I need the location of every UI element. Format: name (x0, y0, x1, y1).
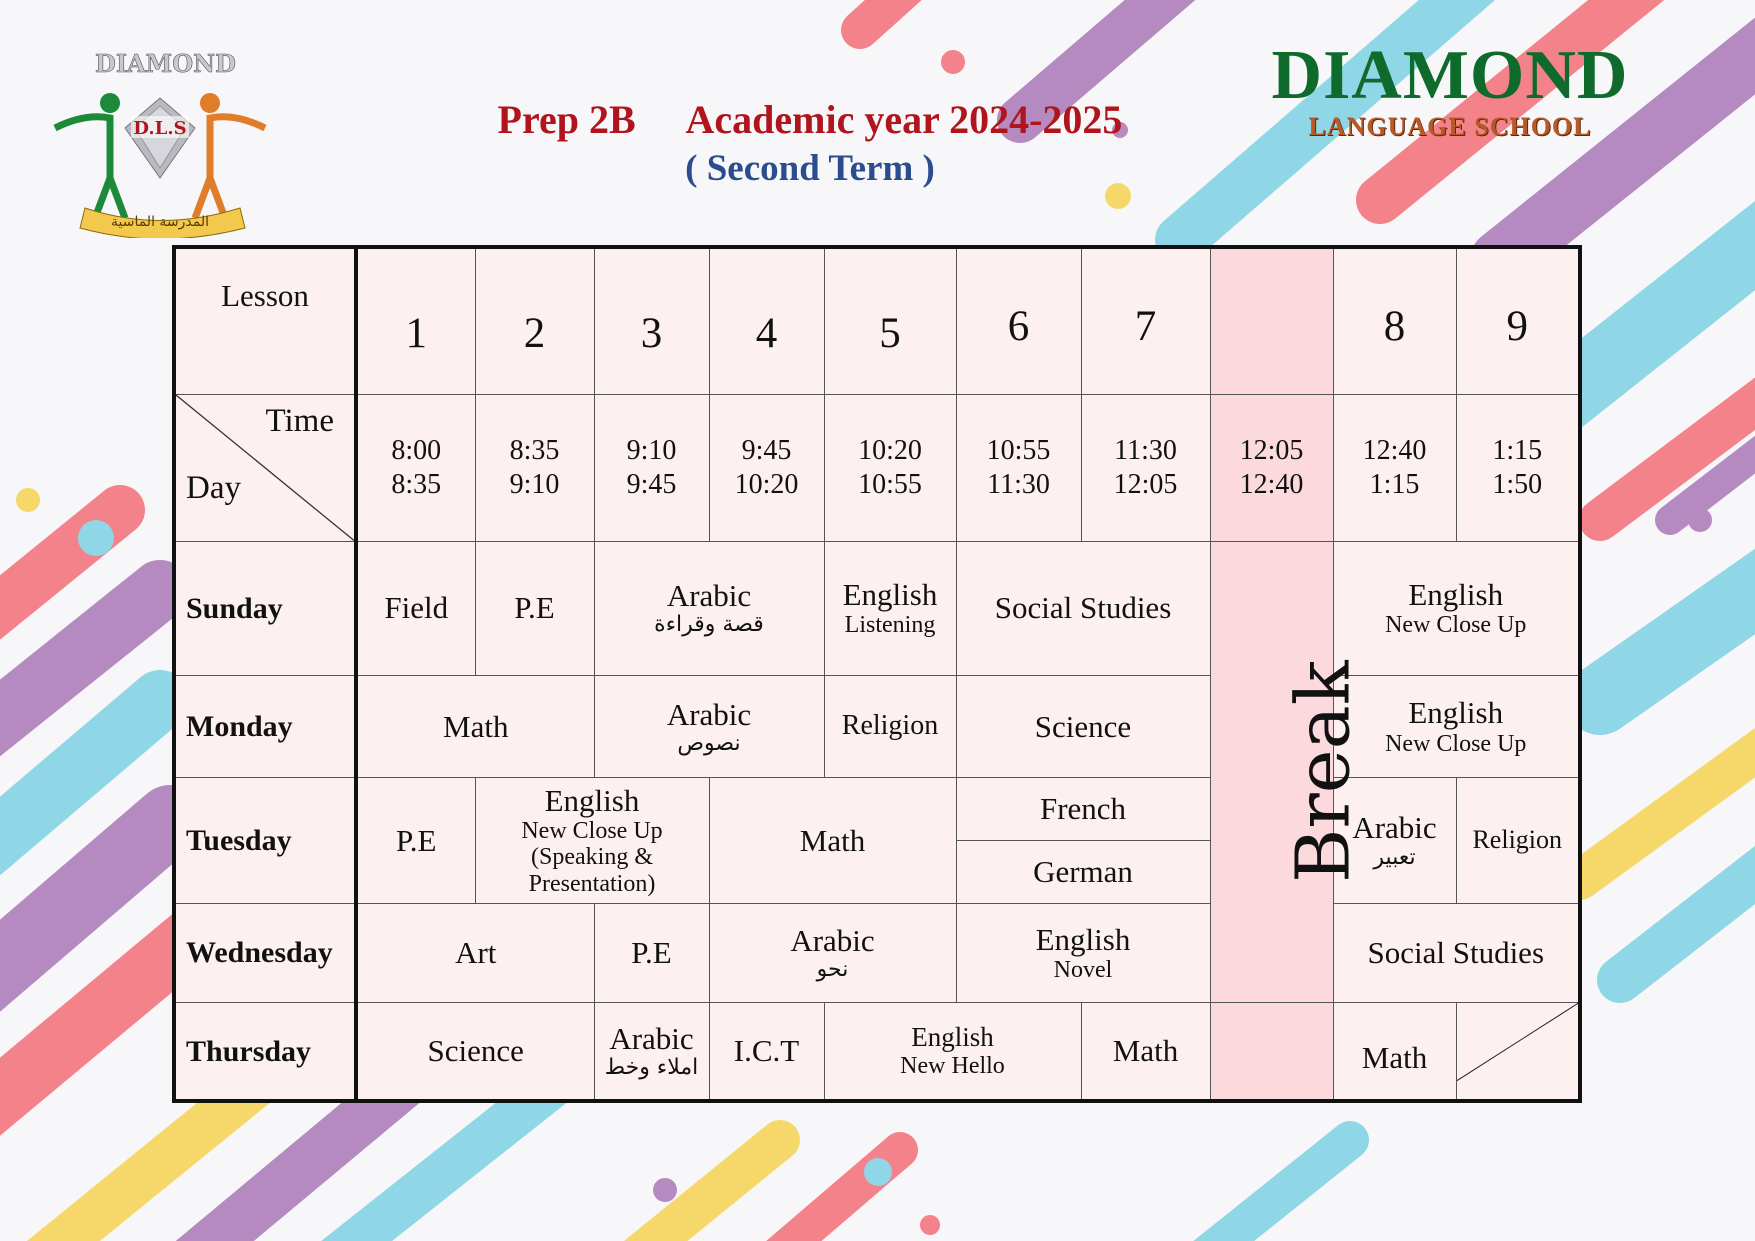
subject-name: English (544, 782, 640, 818)
subject-cell (594, 1003, 709, 1101)
time-slot (594, 395, 709, 542)
time-start: 11:30 (1114, 435, 1177, 467)
day-row-wednesday (174, 903, 1580, 1002)
time-start: 12:05 (1239, 435, 1304, 467)
subject-cell (594, 541, 824, 675)
subject-cell (1333, 675, 1580, 777)
logo-initials: D.L.S (133, 118, 187, 139)
break-column (1210, 541, 1367, 1003)
time-start: 12:40 (1362, 435, 1427, 467)
day-name: Thursday (174, 1003, 356, 1101)
page-header (430, 96, 1190, 190)
subject-cell: Math (1081, 1003, 1210, 1101)
time-slot (1456, 395, 1580, 542)
title-line (430, 96, 1190, 143)
subject-cell: P.E (356, 778, 475, 903)
empty-slot-diagonal (1457, 1003, 1579, 1099)
subject-cell: Religion (1456, 778, 1580, 903)
subject-cell: Social Studies (956, 541, 1210, 675)
subject-name: English (1408, 695, 1504, 731)
subject-arabic: نصوص (677, 730, 741, 756)
class-name: Prep 2B (497, 97, 636, 142)
time-end: 1:50 (1492, 468, 1543, 500)
time-end: 11:30 (987, 468, 1050, 500)
brand-logo (1245, 37, 1655, 142)
subject-detail: Listening (844, 612, 936, 639)
term-label: ( Second Term ) (685, 148, 935, 189)
time-end: 9:45 (626, 468, 677, 500)
time-start: 10:20 (858, 435, 922, 467)
subject-detail: New Close Up (1385, 730, 1527, 757)
subject-cell: I.C.T (709, 1003, 824, 1101)
subject-name: English (911, 1022, 994, 1053)
subject-name: Arabic (1352, 810, 1437, 846)
time-row (174, 395, 1580, 542)
subject-cell: Science (356, 1003, 594, 1101)
time-end: 1:15 (1369, 468, 1420, 500)
logo-graphic (25, 28, 295, 238)
subject-detail: New Close Up (1385, 612, 1527, 639)
subject-cell: Art (356, 903, 594, 1002)
subject-cell (709, 903, 956, 1002)
subject-cell (475, 778, 709, 903)
subject-arabic: املاء وخط (604, 1055, 699, 1080)
break-time-slot (1210, 395, 1333, 542)
lesson-number: 6 (956, 247, 1081, 395)
lesson-number: 2 (475, 247, 594, 395)
subject-name: Arabic (790, 922, 875, 958)
break-bottom-cell (1210, 1003, 1333, 1101)
subject-name: Arabic (666, 578, 752, 614)
subject-name: Arabic (666, 696, 752, 732)
lesson-number: 3 (594, 247, 709, 395)
time-start: 9:45 (741, 435, 792, 467)
lesson-number: 1 (356, 247, 475, 395)
subject-detail: Novel (1053, 956, 1113, 983)
lesson-number: 5 (824, 247, 956, 395)
time-end: 8:35 (391, 468, 442, 500)
subject-cell (824, 1003, 1081, 1101)
subject-cell: French (956, 778, 1210, 840)
subject-cell: Science (956, 675, 1210, 777)
subject-name: Arabic (609, 1020, 694, 1056)
time-start: 10:55 (986, 435, 1051, 467)
subject-cell: Field (356, 541, 475, 675)
subject-cell: Math (1333, 1003, 1456, 1101)
time-start: 9:10 (626, 435, 677, 467)
subject-cell: Religion (824, 675, 956, 777)
time-end: 10:55 (858, 468, 922, 500)
subject-detail: (Speaking & (531, 844, 653, 871)
brand-name: DIAMOND (1271, 37, 1629, 114)
subject-cell (1333, 541, 1580, 675)
time-end: 12:05 (1113, 468, 1178, 500)
subject-cell: P.E (594, 903, 709, 1002)
school-logo (25, 28, 295, 238)
empty-slot-crossed (1456, 1003, 1580, 1101)
subject-cell: German (956, 840, 1210, 903)
day-name: Wednesday (174, 903, 356, 1002)
lesson-label: Lesson (174, 247, 356, 395)
subject-cell: Social Studies (1333, 903, 1580, 1002)
logo-arc-text: DIAMOND (95, 49, 236, 78)
time-slot (709, 395, 824, 542)
brand-subtitle: LANGUAGE SCHOOL (1308, 112, 1592, 141)
time-slot (475, 395, 594, 542)
subject-cell (956, 903, 1210, 1002)
subject-cell (594, 675, 824, 777)
subject-name: English (1035, 921, 1131, 957)
timetable (172, 245, 1582, 1103)
lesson-row (174, 247, 1580, 395)
time-end: 10:20 (734, 468, 799, 500)
academic-year: Academic year 2024-2025 (685, 97, 1123, 142)
break-header-cell (1210, 247, 1333, 395)
subject-cell: Math (709, 778, 956, 903)
time-slot (956, 395, 1081, 542)
day-row-tuesday (174, 778, 1580, 840)
day-name: Tuesday (174, 778, 356, 903)
lesson-number: 7 (1081, 247, 1210, 395)
time-slot (1333, 395, 1456, 542)
lesson-number: 4 (709, 247, 824, 395)
subject-cell (824, 541, 956, 675)
time-start: 1:15 (1492, 435, 1543, 467)
day-label: Day (186, 470, 241, 507)
subject-name: English (842, 577, 938, 612)
day-name: Sunday (174, 541, 356, 675)
time-end: 12:40 (1239, 468, 1304, 500)
day-row-thursday (174, 1003, 1580, 1101)
time-day-corner (174, 395, 356, 542)
subject-arabic: نحو (816, 956, 849, 982)
day-row-sunday (174, 541, 1580, 675)
subject-cell: P.E (475, 541, 594, 675)
time-end: 9:10 (509, 468, 560, 500)
time-slot (824, 395, 956, 542)
subject-detail: New Close Up (521, 818, 663, 845)
subject-detail: New Hello (900, 1052, 1005, 1079)
subject-detail: Presentation) (528, 870, 656, 897)
logo-ribbon-text: المدرسة الماسية (110, 214, 210, 230)
day-name: Monday (174, 675, 356, 777)
subject-arabic: تعبير (1373, 844, 1416, 870)
subject-name: English (1408, 577, 1504, 612)
time-start: 8:00 (391, 435, 442, 467)
time-slot (356, 395, 475, 542)
subject-arabic: قصة وقراءة (654, 612, 764, 638)
lesson-number: 9 (1456, 247, 1580, 395)
subject-cell: Math (356, 675, 594, 777)
day-row-monday (174, 675, 1580, 777)
time-slot (1081, 395, 1210, 542)
break-label: Break (1280, 660, 1367, 884)
time-label: Time (265, 403, 334, 440)
lesson-number: 8 (1333, 247, 1456, 395)
time-start: 8:35 (509, 435, 560, 467)
